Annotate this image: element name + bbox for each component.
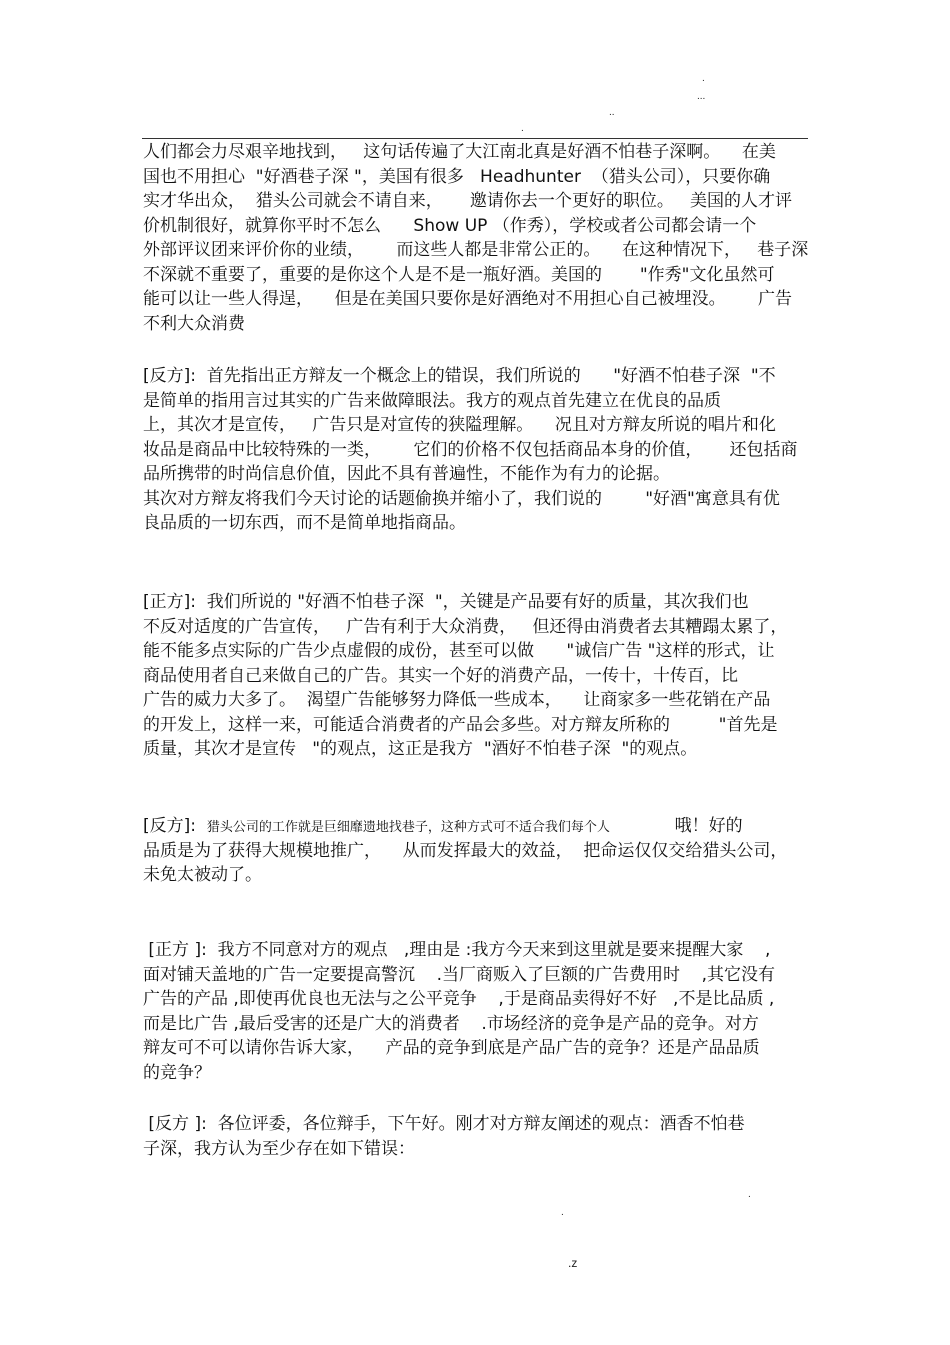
text-line: [反方 ]: 各位评委，各位辩手，下午好。刚才对方辩友阐述的观点：酒香不怕巷 [143, 1114, 745, 1134]
text-line: 国也不用担心 "好酒巷子深 "，美国有很多 Headhunter （猎头公司），只要你确 [143, 166, 771, 187]
text-line: [反方]: 首先指出正方辩友一个概念上的错误，我们所说的 "好酒不怕巷子深 "不 [143, 366, 776, 386]
header-dot-mark-2: . [521, 123, 524, 134]
paragraph-con-side-1 [143, 364, 807, 536]
text-line: 辩友可不可以请你告诉大家， 产品的竞争到底是产品广告的竞争？还是产品品质 [143, 1038, 760, 1058]
text-line: 妆品是商品中比较特殊的一类， 它们的价格不仅包括商品本身的价值， 还包括商 [143, 439, 798, 460]
paragraph-con-side-2 [143, 814, 807, 888]
header-double-dot-mark: .. [609, 107, 615, 118]
speaker-label: [反方]: [143, 816, 207, 836]
small-text: 猎头公司的工作就是巨细靡遗地找巷子，这种方式可不适合我们每个人 [206, 820, 610, 835]
text-line: 上，其次才是宣传， 广告只是对宣传的狭隘理解。 况且对方辩友所说的唱片和化 [143, 415, 776, 435]
text-line: 不利大众消费 [143, 313, 245, 334]
text-line: 品所携带的时尚信息价值，因此不具有普遍性，不能作为有力的论据。 [143, 464, 670, 484]
text-line: [正方]: 我们所说的 "好酒不怕巷子深 "，关键是产品要有好的质量，其次我们也 [143, 592, 749, 612]
text-line: 未免太被动了。 [143, 865, 262, 885]
text-line: 而是比广告 ,最后受害的还是广大的消费者 .市场经济的竞争是产品的竞争。对方 [143, 1013, 759, 1034]
paragraph-con-side-3 [143, 1112, 807, 1161]
text-line: 能可以让一些人得逞， 但是在美国只要你是好酒绝对不用担心自己被埋没。 广告 [143, 289, 793, 309]
text-line: 的开发上，这样一来，可能适合消费者的产品会多些。对方辩友所称的 "首先是 [143, 714, 778, 735]
text-line: 不深就不重要了，重要的是你这个人是不是一瓶好酒。美国的 "作秀"文化虽然可 [143, 264, 775, 285]
text-line: 品质是为了获得大规模地推广， 从而发挥最大的效益， 把命运仅仅交给猎头公司， [143, 840, 788, 861]
text-line: 面对铺天盖地的广告一定要提高警沉 .当厂商贩入了巨额的广告费用时 ,其它没有 [143, 964, 776, 985]
text-line: 质量，其次才是宣传 "的观点，这正是我方 "酒好不怕巷子深 "的观点。 [143, 739, 698, 759]
text-line: 实才华出众， 猎头公司就会不请自来， 邀请你去一个更好的职位。 美国的人才评 [143, 191, 793, 211]
text-line: [正方 ]: 我方不同意对方的观点 ,理由是 :我方今天来到这里就是要来提醒大家 , [143, 940, 771, 960]
paragraph-pro-side-1 [143, 590, 807, 762]
text-line: 广告的威力大多了。 渴望广告能够努力降低一些成本， 让商家多一些花销在产品 [143, 690, 771, 710]
text-line: 良品质的一切东西，而不是简单地指商品。 [143, 513, 466, 533]
text-line: 其次对方辩友将我们今天讨论的话题偷换并缩小了，我们说的 "好酒"寓意具有优 [143, 488, 780, 509]
paragraph-pro-side-2 [143, 938, 807, 1085]
text-line: 人们都会力尽艰辛地找到， 这句话传遍了大江南北真是好酒不怕巷子深啊。 在美 [143, 142, 776, 162]
footer-dot-mark-2: . [561, 1207, 564, 1218]
text-line: 商品使用者自己来做自己的广告。其实一个好的消费产品，一传十，十传百，比 [143, 665, 738, 686]
text-line: 的竞争？ [143, 1062, 211, 1083]
header-ellipsis-mark: ... [697, 91, 706, 102]
header-dot-mark: . [702, 73, 705, 84]
text-line: 是简单的指用言过其实的广告来做障眼法。我方的观点首先建立在优良的品质 [143, 390, 721, 411]
text-line: 外部评议团来评价你的业绩， 而这些人都是非常公正的。 在这种情况下， 巷子深 [143, 240, 809, 260]
text-line: 价机制很好，就算你平时不怎么 Show UP （作秀），学校或者公司都会请一个 [143, 215, 757, 236]
header-rule [142, 138, 808, 139]
text-line: 子深，我方认为至少存在如下错误： [143, 1138, 415, 1159]
footer-z-mark: .z [568, 1256, 578, 1270]
paragraph-headhunter [143, 140, 807, 336]
text-line-mixed [143, 814, 807, 839]
text-line: 能不能多点实际的广告少点虚假的成份，甚至可以做 "诚信广告 "这样的形式，让 [143, 641, 775, 661]
text-line: 不反对适度的广告宣传， 广告有利于大众消费， 但还得由消费者去其糟蹋太累了， [143, 616, 788, 637]
text-line: 广告的产品 ,即使再优良也无法与之公平竞争 ,于是商品卖得好不好 ,不是比品质 , [143, 989, 775, 1009]
line-suffix: 哦！好的 [609, 816, 743, 836]
footer-dot-mark: . [748, 1189, 751, 1200]
